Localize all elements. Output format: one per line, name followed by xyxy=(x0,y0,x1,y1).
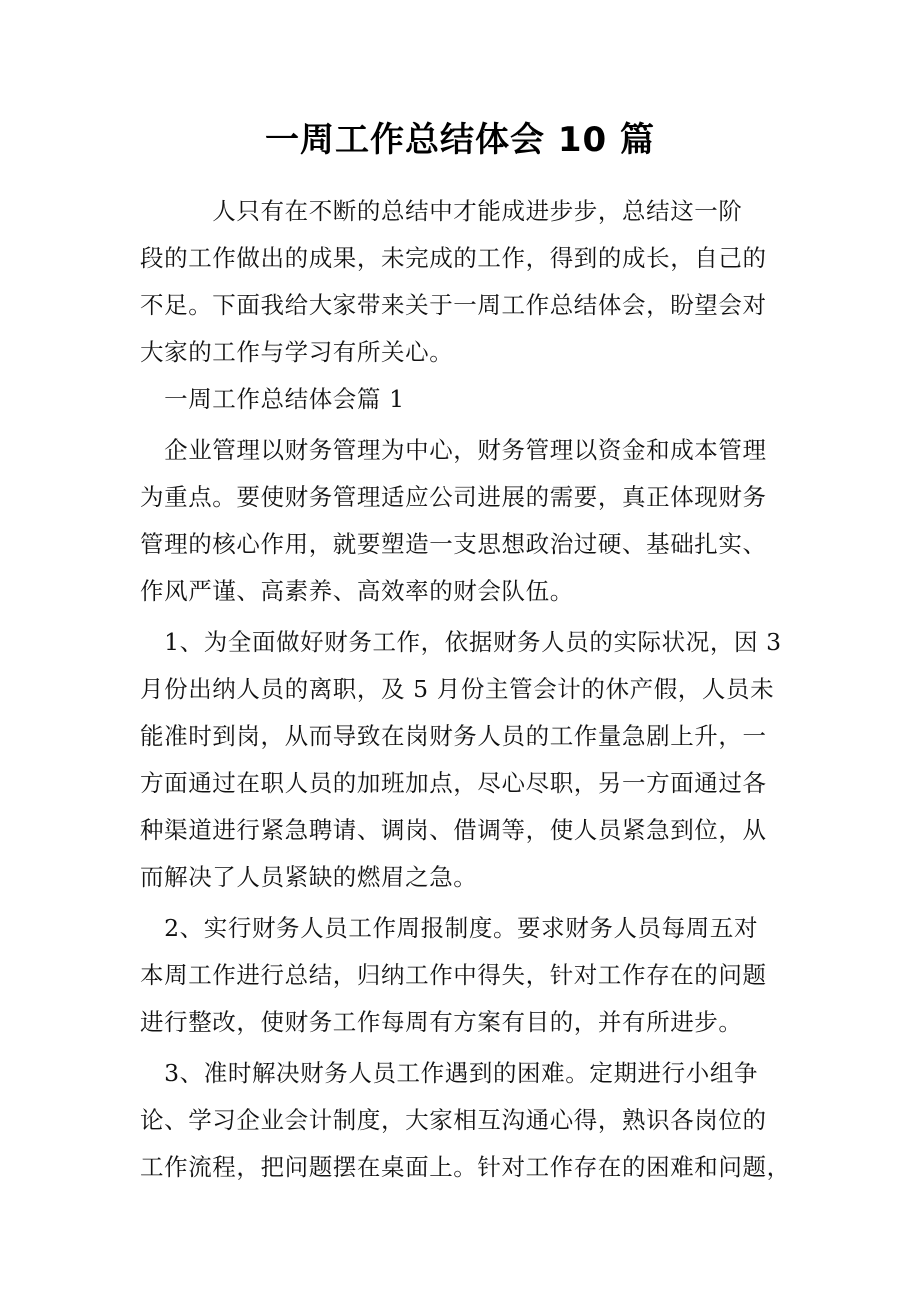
text-line: 不足。下面我给大家带来关于一周工作总结体会，盼望会对 xyxy=(140,291,767,319)
text-line: 本周工作进行总结，归纳工作中得失，针对工作存在的问题 xyxy=(140,961,767,989)
text-line: 能准时到岗，从而导致在岗财务人员的工作量急剧上升，一 xyxy=(140,722,767,750)
text-line: 1、为全面做好财务工作，依据财务人员的实际状况，因 3 xyxy=(140,628,782,656)
text-line: 方面通过在职人员的加班加点，尽心尽职，另一方面通过各 xyxy=(140,769,767,797)
text-line: 3、准时解决财务人员工作遇到的困难。定期进行小组争 xyxy=(140,1059,759,1087)
text-line: 管理的核心作用，就要塑造一支思想政治过硬、基础扎实、 xyxy=(140,530,767,558)
text-line: 而解决了人员紧缺的燃眉之急。 xyxy=(140,863,478,891)
paragraph-2 xyxy=(140,619,800,901)
text-line: 企业管理以财务管理为中心，财务管理以资金和成本管理 xyxy=(140,436,767,464)
section-heading: 一周工作总结体会篇 1 xyxy=(140,385,405,413)
paragraph-1 xyxy=(140,427,800,615)
paragraph-4 xyxy=(140,1050,800,1191)
text-line: 人只有在不断的总结中才能成进步步，总结这一阶 xyxy=(140,197,743,225)
intro-paragraph xyxy=(140,188,800,376)
text-line: 为重点。要使财务管理适应公司进展的需要，真正体现财务 xyxy=(140,483,767,511)
text-line: 月份出纳人员的离职，及 5 月份主管会计的休产假，人员未 xyxy=(140,675,775,703)
text-line: 种渠道进行紧急聘请、调岗、借调等，使人员紧急到位，从 xyxy=(140,816,767,844)
text-line: 大家的工作与学习有所关心。 xyxy=(140,338,454,366)
text-line: 作风严谨、高素养、高效率的财会队伍。 xyxy=(140,577,574,605)
text-line: 工作流程，把问题摆在桌面上。针对工作存在的困难和问题， xyxy=(140,1153,791,1181)
document-body xyxy=(140,188,800,1191)
text-line: 段的工作做出的成果，未完成的工作，得到的成长，自己的 xyxy=(140,244,767,272)
text-line: 论、学习企业会计制度，大家相互沟通心得，熟识各岗位的 xyxy=(140,1106,767,1134)
text-line: 2、实行财务人员工作周报制度。要求财务人员每周五对 xyxy=(140,914,759,942)
paragraph-3 xyxy=(140,905,800,1046)
text-line: 进行整改，使财务工作每周有方案有目的，并有所进步。 xyxy=(140,1008,743,1036)
document-title: 一周工作总结体会 10 篇 xyxy=(265,120,655,160)
